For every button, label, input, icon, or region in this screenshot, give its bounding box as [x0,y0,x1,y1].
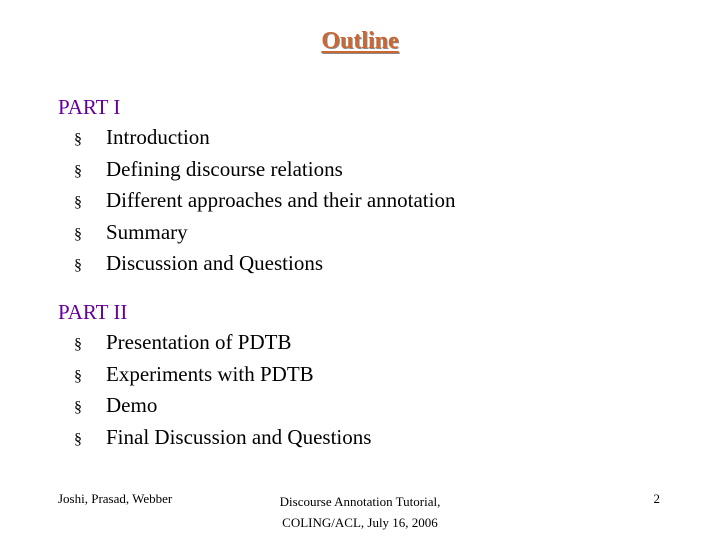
bullet-icon: § [74,131,82,148]
list-item-text: Different approaches and their annotation [106,188,456,212]
footer-event-line: COLING/ACL, July 16, 2006 [282,515,438,530]
bullet-icon: § [74,367,82,385]
list-item-text: Summary [106,219,188,244]
list-item [58,327,371,359]
bullet-icon: § [74,257,82,274]
list-item-text: Discussion and Questions [106,251,323,275]
part-two-heading: PART II [58,300,128,324]
list-item [58,422,371,454]
page-number: 2 [653,491,660,506]
footer-event-line: Discourse Annotation Tutorial, [279,494,441,509]
list-item [58,217,455,249]
list-item [58,154,455,186]
part-one-list [58,122,455,280]
part-two-section [58,297,371,453]
list-item-text: Introduction [106,125,210,149]
list-item-text: Experiments with PDTB [106,361,314,386]
bullet-icon: § [74,162,82,180]
part-one-section [58,92,455,280]
list-item-text: Demo [106,393,158,417]
list-item-text: Presentation of PDTB [106,330,292,354]
list-item [58,359,371,391]
footer-authors: Joshi, Prasad, Webber [58,491,173,506]
list-item [58,122,455,154]
list-item-text: Defining discourse relations [106,156,343,181]
list-item-text: Final Discussion and Questions [106,424,372,449]
part-one-heading: PART I [58,95,121,119]
list-item [58,390,371,422]
footer-event [210,491,510,533]
bullet-icon: § [74,399,82,416]
part-two-list [58,327,371,453]
slide-title: Outline [321,28,399,54]
bullet-icon: § [74,225,82,243]
bullet-icon: § [74,194,82,211]
bullet-icon: § [74,336,82,353]
list-item [58,248,455,280]
bullet-icon: § [74,430,82,448]
list-item [58,185,455,217]
